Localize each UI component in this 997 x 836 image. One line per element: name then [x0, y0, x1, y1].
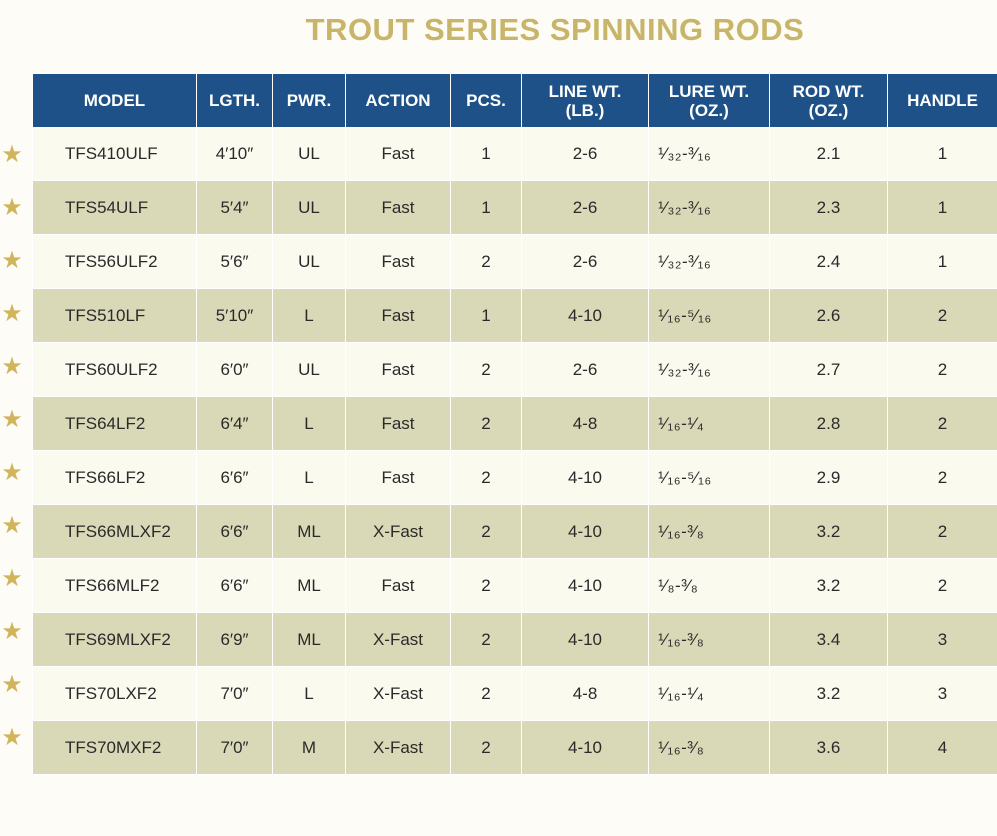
cell-handle: 2 [888, 505, 997, 559]
star-icon: ★ [1, 723, 23, 751]
cell-handle: 2 [888, 343, 997, 397]
column-header-lure-weight [649, 74, 770, 127]
cell-pieces: 2 [451, 397, 522, 451]
cell-handle: 2 [888, 559, 997, 613]
star-icon: ★ [1, 405, 23, 433]
cell-action: X-Fast [346, 667, 451, 721]
cell-lure-weight: ¹⁄₃₂-³⁄₁₆ [649, 127, 770, 181]
cell-lure-weight: ¹⁄₁₆-⁵⁄₁₆ [649, 289, 770, 343]
row-star-markers [0, 128, 24, 764]
cell-handle: 3 [888, 613, 997, 667]
cell-power: ML [273, 559, 346, 613]
cell-lure-weight: ¹⁄₃₂-³⁄₁₆ [649, 343, 770, 397]
cell-power: L [273, 451, 346, 505]
table-row [33, 235, 997, 289]
cell-length: 5′4″ [197, 181, 273, 235]
cell-lure-weight: ¹⁄₁₆-¹⁄₄ [649, 667, 770, 721]
cell-model: TFS70MXF2 [33, 721, 197, 775]
cell-model: TFS56ULF2 [33, 235, 197, 289]
cell-handle: 3 [888, 667, 997, 721]
column-header-line1: LINE WT. [548, 81, 622, 101]
cell-pieces: 1 [451, 181, 522, 235]
cell-pieces: 2 [451, 235, 522, 289]
cell-line-weight: 2-6 [522, 235, 649, 289]
cell-lure-weight: ¹⁄₁₆-⁵⁄₁₆ [649, 451, 770, 505]
cell-rod-weight: 2.6 [770, 289, 888, 343]
cell-lure-weight: ¹⁄₈-³⁄₈ [649, 559, 770, 613]
table-row [33, 505, 997, 559]
cell-handle: 1 [888, 181, 997, 235]
cell-model: TFS60ULF2 [33, 343, 197, 397]
cell-line-weight: 2-6 [522, 343, 649, 397]
cell-length: 6′0″ [197, 343, 273, 397]
column-header-line1: LURE WT. [668, 81, 750, 101]
cell-pieces: 2 [451, 505, 522, 559]
star-icon: ★ [1, 458, 23, 486]
column-header-line1: MODEL [83, 91, 146, 110]
cell-rod-weight: 2.1 [770, 127, 888, 181]
cell-rod-weight: 3.2 [770, 667, 888, 721]
cell-length: 7′0″ [197, 721, 273, 775]
table-body [33, 127, 997, 775]
cell-power: UL [273, 127, 346, 181]
column-header-handle [888, 74, 997, 127]
cell-model: TFS510LF [33, 289, 197, 343]
column-header-pieces [451, 74, 522, 127]
table-row [33, 127, 997, 181]
cell-model: TFS70LXF2 [33, 667, 197, 721]
cell-action: Fast [346, 343, 451, 397]
column-header-power [273, 74, 346, 127]
cell-rod-weight: 3.2 [770, 559, 888, 613]
table-row [33, 289, 997, 343]
cell-handle: 2 [888, 451, 997, 505]
cell-lure-weight: ¹⁄₁₆-³⁄₈ [649, 505, 770, 559]
cell-line-weight: 4-10 [522, 451, 649, 505]
cell-length: 7′0″ [197, 667, 273, 721]
cell-action: Fast [346, 235, 451, 289]
column-header-line2: (LB.) [565, 100, 605, 120]
cell-line-weight: 4-8 [522, 397, 649, 451]
table-row [33, 343, 997, 397]
cell-pieces: 1 [451, 289, 522, 343]
cell-handle: 2 [888, 397, 997, 451]
cell-power: L [273, 667, 346, 721]
cell-pieces: 1 [451, 127, 522, 181]
cell-handle: 2 [888, 289, 997, 343]
cell-line-weight: 2-6 [522, 127, 649, 181]
cell-length: 5′10″ [197, 289, 273, 343]
cell-power: L [273, 397, 346, 451]
cell-rod-weight: 3.6 [770, 721, 888, 775]
table-row [33, 397, 997, 451]
cell-length: 6′6″ [197, 505, 273, 559]
star-icon: ★ [1, 564, 23, 592]
cell-rod-weight: 2.9 [770, 451, 888, 505]
cell-length: 4′10″ [197, 127, 273, 181]
cell-model: TFS66MLXF2 [33, 505, 197, 559]
cell-handle: 4 [888, 721, 997, 775]
table-row [33, 667, 997, 721]
cell-lure-weight: ¹⁄₁₆-³⁄₈ [649, 721, 770, 775]
cell-action: X-Fast [346, 721, 451, 775]
cell-power: ML [273, 505, 346, 559]
cell-line-weight: 4-10 [522, 289, 649, 343]
star-icon: ★ [1, 352, 23, 380]
cell-pieces: 2 [451, 667, 522, 721]
cell-rod-weight: 2.8 [770, 397, 888, 451]
cell-action: Fast [346, 181, 451, 235]
table-row [33, 613, 997, 667]
cell-handle: 1 [888, 127, 997, 181]
cell-model: TFS54ULF [33, 181, 197, 235]
cell-action: Fast [346, 127, 451, 181]
column-header-line2: (OZ.) [689, 100, 729, 120]
cell-length: 6′6″ [197, 559, 273, 613]
cell-power: UL [273, 181, 346, 235]
cell-pieces: 2 [451, 451, 522, 505]
table-row [33, 451, 997, 505]
cell-line-weight: 4-10 [522, 559, 649, 613]
page-title: TROUT SERIES SPINNING RODS [305, 12, 805, 47]
cell-lure-weight: ¹⁄₃₂-³⁄₁₆ [649, 181, 770, 235]
column-header-line-weight [522, 74, 649, 127]
column-header-rod-weight [770, 74, 888, 127]
cell-action: Fast [346, 451, 451, 505]
table-row [33, 181, 997, 235]
cell-model: TFS410ULF [33, 127, 197, 181]
cell-model: TFS66MLF2 [33, 559, 197, 613]
cell-power: M [273, 721, 346, 775]
column-header-line1: ROD WT. [792, 81, 865, 101]
cell-length: 6′6″ [197, 451, 273, 505]
column-header-line1: ACTION [365, 91, 431, 110]
cell-rod-weight: 2.3 [770, 181, 888, 235]
star-icon: ★ [1, 193, 23, 221]
cell-pieces: 2 [451, 559, 522, 613]
column-header-length [197, 74, 273, 127]
cell-pieces: 2 [451, 721, 522, 775]
cell-power: UL [273, 343, 346, 397]
cell-line-weight: 4-10 [522, 505, 649, 559]
cell-action: X-Fast [346, 613, 451, 667]
cell-pieces: 2 [451, 343, 522, 397]
cell-rod-weight: 3.2 [770, 505, 888, 559]
column-header-line1: PWR. [286, 91, 332, 110]
column-header-action [346, 74, 451, 127]
cell-action: X-Fast [346, 505, 451, 559]
column-header-model [33, 74, 197, 127]
cell-pieces: 2 [451, 613, 522, 667]
star-icon: ★ [1, 670, 23, 698]
cell-length: 5′6″ [197, 235, 273, 289]
cell-handle: 1 [888, 235, 997, 289]
star-icon: ★ [1, 511, 23, 539]
cell-model: TFS69MLXF2 [33, 613, 197, 667]
column-header-line1: PCS. [466, 91, 506, 110]
column-header-line1: LGTH. [209, 91, 260, 110]
cell-length: 6′9″ [197, 613, 273, 667]
cell-length: 6′4″ [197, 397, 273, 451]
star-icon: ★ [1, 299, 23, 327]
table-row [33, 559, 997, 613]
cell-rod-weight: 3.4 [770, 613, 888, 667]
cell-line-weight: 4-10 [522, 613, 649, 667]
cell-lure-weight: ¹⁄₃₂-³⁄₁₆ [649, 235, 770, 289]
cell-line-weight: 2-6 [522, 181, 649, 235]
cell-action: Fast [346, 559, 451, 613]
table-header-row [33, 74, 997, 127]
cell-line-weight: 4-10 [522, 721, 649, 775]
cell-action: Fast [346, 397, 451, 451]
column-header-line1: HANDLE [907, 91, 978, 110]
column-header-line2: (OZ.) [808, 100, 849, 120]
cell-action: Fast [346, 289, 451, 343]
cell-rod-weight: 2.7 [770, 343, 888, 397]
star-icon: ★ [1, 246, 23, 274]
cell-rod-weight: 2.4 [770, 235, 888, 289]
cell-model: TFS64LF2 [33, 397, 197, 451]
cell-lure-weight: ¹⁄₁₆-³⁄₈ [649, 613, 770, 667]
cell-power: UL [273, 235, 346, 289]
star-icon: ★ [1, 140, 23, 168]
star-icon: ★ [1, 617, 23, 645]
cell-line-weight: 4-8 [522, 667, 649, 721]
cell-power: L [273, 289, 346, 343]
table-row [33, 721, 997, 775]
cell-model: TFS66LF2 [33, 451, 197, 505]
cell-power: ML [273, 613, 346, 667]
spec-table [32, 74, 997, 775]
cell-lure-weight: ¹⁄₁₆-¹⁄₄ [649, 397, 770, 451]
